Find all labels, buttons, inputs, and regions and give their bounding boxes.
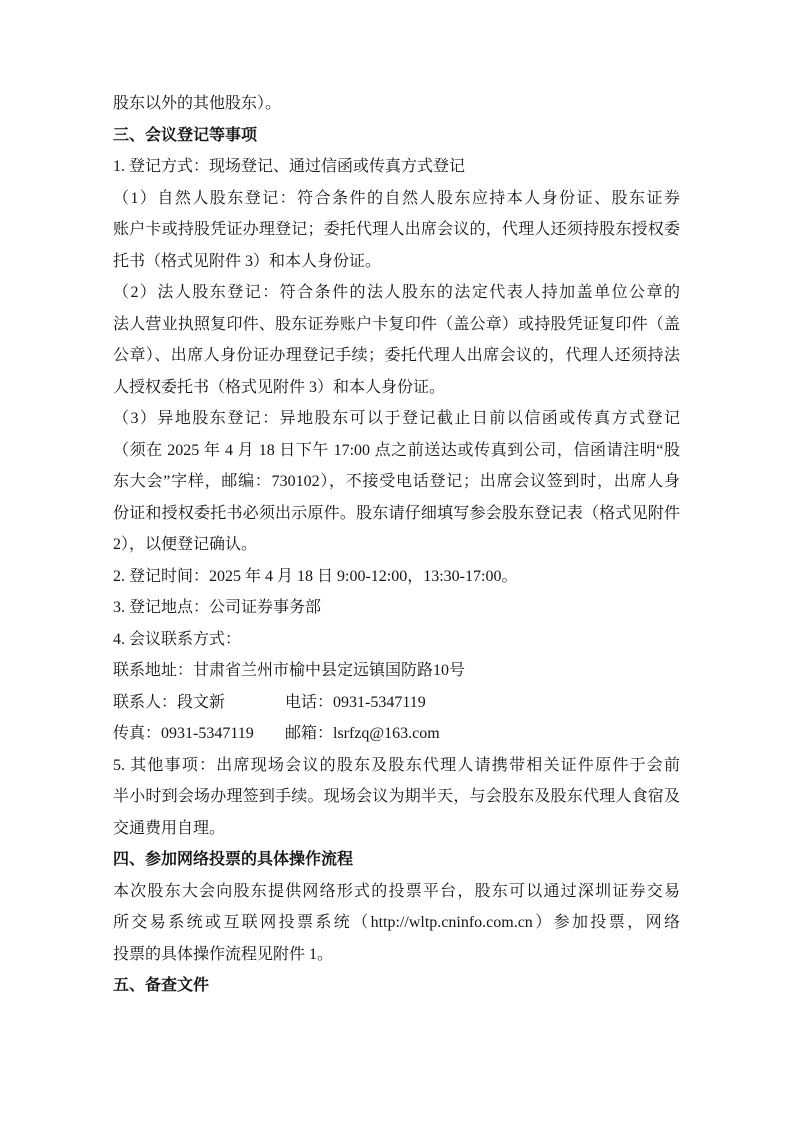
contact-phone: 电话：0931-5347119 [285, 693, 426, 711]
doc-line-contact-heading: 4. 会议联系方式： [113, 630, 242, 648]
doc-line: 东大会”字样，邮编：730102），不接受电话登记；出席会议签到时，出席人身 [113, 473, 680, 490]
doc-line: 账户卡或持股凭证办理登记；委托代理人出席会议的，代理人还须持股东授权委 [113, 221, 680, 238]
contact-row [113, 687, 680, 719]
doc-line-registration-place: 3. 登记地点：公司证券事务部 [113, 599, 322, 616]
doc-line-contact-address: 联系地址：甘肃省兰州市榆中县定远镇国防路10号 [113, 662, 466, 679]
doc-line: 投票的具体操作流程见附件 1。 [113, 945, 334, 963]
doc-line: 法人营业执照复印件、股东证券账户卡复印件（盖公章）或持股凭证复印件（盖 [113, 315, 680, 333]
doc-line: 2），以便登记确认。 [113, 536, 258, 553]
doc-line: 所交易系统或互联网投票系统（http://wltp.cninfo.com.cn）参加投票，网络 [113, 914, 680, 931]
contact-person: 联系人：段文新 [113, 693, 226, 711]
doc-line: 交通费用自理。 [113, 819, 226, 837]
doc-line: 托书（格式见附件 3）和本人身份证。 [113, 252, 382, 270]
doc-line: 本次股东大会向股东提供网络形式的投票平台，股东可以通过深圳证券交易 [113, 882, 680, 900]
doc-line-registration-time: 2. 登记时间：2025 年 4 月 18 日 9:00-12:00，13:30-17:00。 [113, 567, 518, 585]
doc-line: （须在 2025 年 4 月 18 日下午 17:00 点之前送达或传真到公司，信函请注明“股 [113, 441, 680, 459]
doc-line: （1）自然人股东登记：符合条件的自然人股东应持本人身份证、股东证券 [113, 189, 680, 207]
section-heading-online-voting: 四、参加网络投票的具体操作流程 [113, 851, 354, 868]
doc-line: （2）法人股东登记：符合条件的法人股东的法定代表人持加盖单位公章的 [113, 284, 680, 301]
contact-row [113, 718, 680, 750]
doc-line: 5. 其他事项：出席现场会议的股东及股东代理人请携带相关证件原件于会前 [113, 756, 680, 774]
doc-line: 1. 登记方式：现场登记、通过信函或传真方式登记 [113, 158, 466, 175]
section-heading-registration: 三、会议登记等事项 [113, 126, 258, 144]
contact-email: 邮箱：lsrfzq@163.com [285, 725, 440, 742]
doc-line: 股东以外的其他股东）。 [113, 95, 282, 112]
section-heading-documents: 五、备查文件 [113, 977, 210, 994]
doc-line: 份证和授权委托书必须出示原件。股东请仔细填写参会股东登记表（格式见附件 [113, 504, 680, 522]
document-body [113, 88, 680, 1002]
doc-line: 人授权委托书（格式见附件 3）和本人身份证。 [113, 378, 446, 396]
doc-line: 公章）、出席人身份证办理登记手续；委托代理人出席会议的，代理人还须持法 [113, 347, 680, 364]
doc-line: 半小时到会场办理签到手续。现场会议为期半天，与会股东及股东代理人食宿及 [113, 788, 680, 805]
doc-line: （3）异地股东登记：异地股东可以于登记截止日前以信函或传真方式登记 [113, 410, 680, 427]
contact-fax: 传真：0931-5347119 [113, 725, 254, 742]
